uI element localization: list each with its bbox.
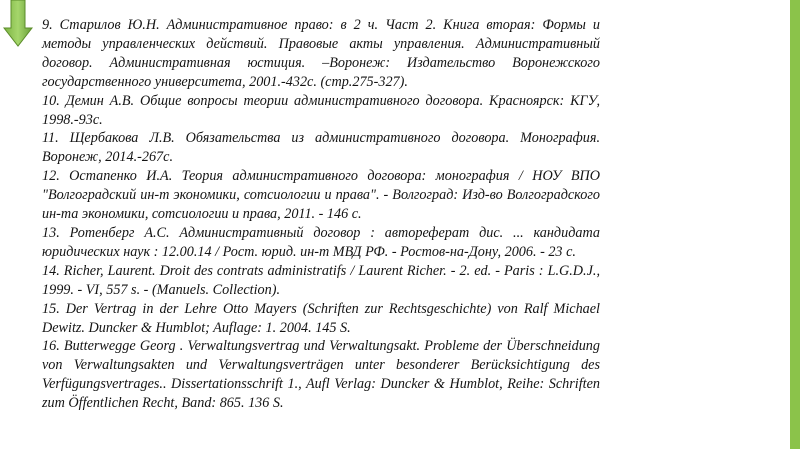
accent-bar [790,0,800,449]
reference-item: 9. Старилов Ю.Н. Административное право: в 2 ч. Част 2. Книга вторая: Формы и методы управленческих действий. Правовые акты управления. Административный договор. Административная юстиция. –Воронеж: Издательство Воронежского государственного университета, 2001.-432с. (стр.275-327). [42,17,600,90]
reference-item: 11. Щербакова Л.В. Обязательства из административного договора. Монография. Воронеж, 2014.-267с. [42,130,600,166]
reference-item: 14. Richer, Laurent. Droit des contrats administratifs / Laurent Richer. - 2. ed. - Paris : L.G.D.J., 1999. - VI, 557 s. - (Manuels. Collection). [42,262,600,298]
reference-item: 16. Butterwegge Georg . Verwaltungsvertrag und Verwaltungsakt. Probleme der Überschneidung von Verwaltungsakten und Verwaltungsverträgen unter besonderer Berücksichtigung des Verfügungsvertrages.. Dissertationsschrift 1., Aufl Verlag: Duncker & Humblot, Reihe: Schriften zum Öffentlichen Recht, Band: 865. 136 S. [42,338,600,412]
reference-item: 10. Демин А.В. Общие вопросы теории административного договора. Красноярск: КГУ, 1998.-93с. [42,92,600,128]
reference-list [42,16,600,413]
reference-item: 15. Der Vertrag in der Lehre Otto Mayers (Schriften zur Rechtsgeschichte) von Ralf Michael Dewitz. Duncker & Humblot; Auflage: 1. 2004. 145 S. [42,300,600,336]
reference-item: 13. Ротенберг А.С. Административный договор : автореферат дис. ... кандидата юридических наук : 12.00.14 / Рост. юрид. ин-т МВД РФ. - Ростов-на-Дону, 2006. - 23 с. [42,224,600,260]
arrow-down-icon [3,0,33,48]
reference-item: 12. Остапенко И.А. Теория административного договора: монография / НОУ ВПО "Волгоградский ин-т экономики, сотсиологии и права". - Волгоград: Изд-во Волгоградского ин-та экономики, сотсиологии и права, 2011. - 146 с. [42,168,600,223]
